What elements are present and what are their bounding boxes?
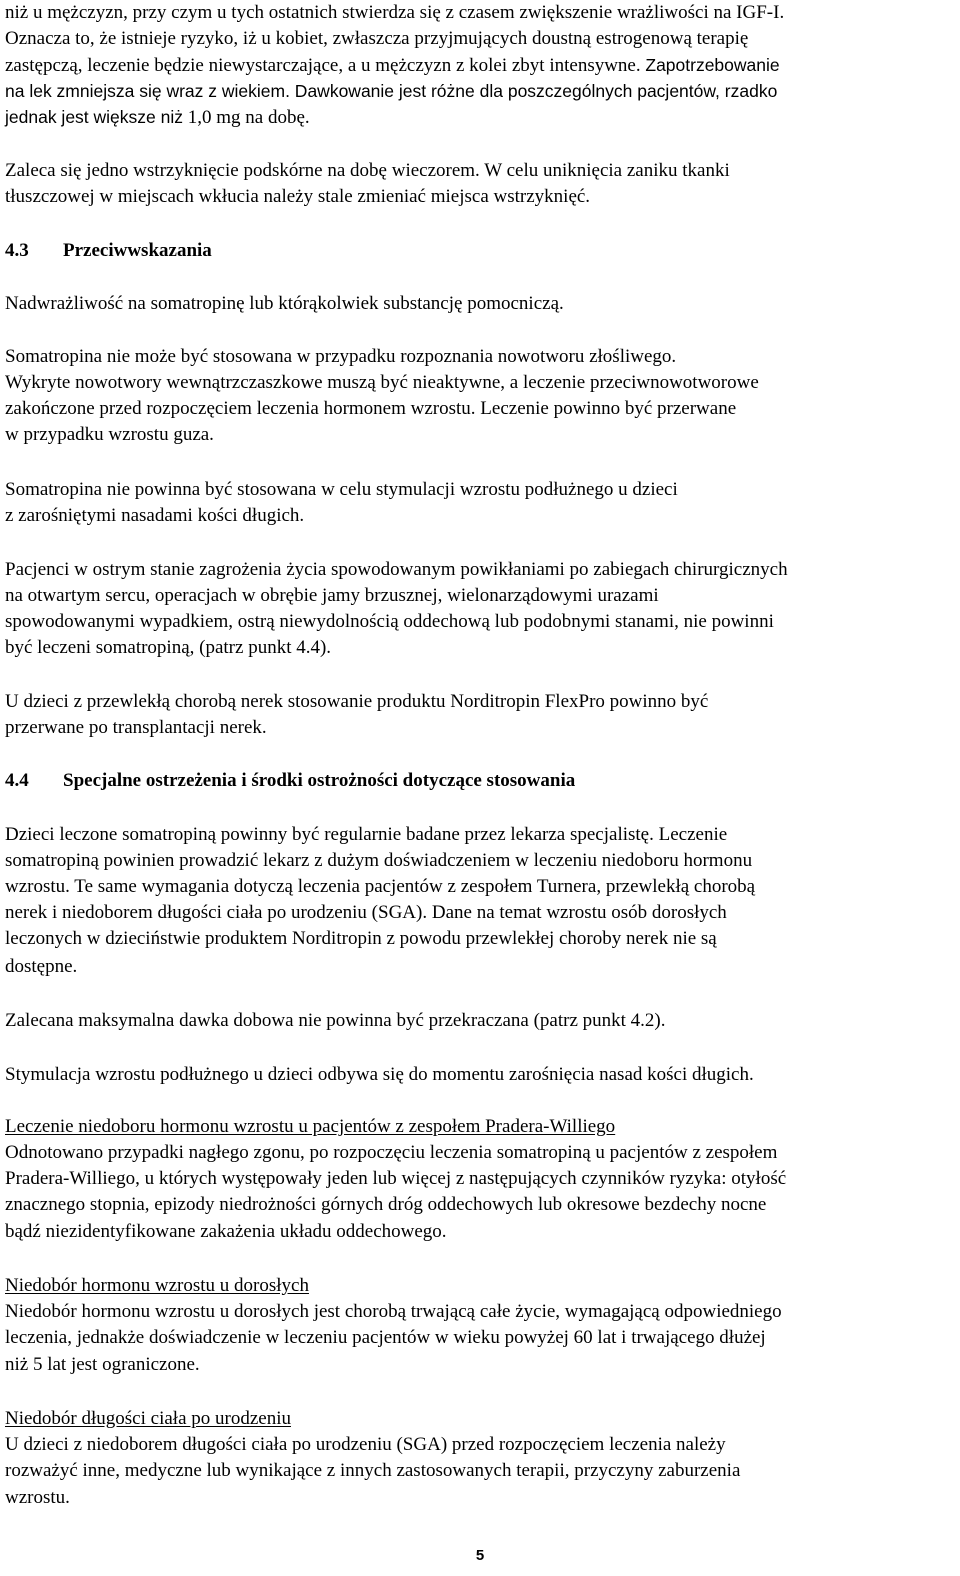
paragraph-line: zakończone przed rozpoczęciem leczenia hormonem wzrostu. Leczenie powinno być przerwane: [5, 398, 737, 419]
paragraph-line: tłuszczowej w miejscach wkłucia należy stale zmieniać miejsca wstrzyknięć.: [5, 186, 591, 207]
paragraph-line: [5, 52, 780, 79]
subsection-heading: Niedobór długości ciała po urodzeniu: [5, 1408, 291, 1429]
paragraph-line: dostępne.: [5, 956, 78, 977]
paragraph-line: somatropiną powinien prowadzić lekarz z dużym doświadczeniem w leczeniu niedoboru hormonu: [5, 850, 753, 871]
text-span: W celu uniknięcia zaniku tkanki: [484, 160, 730, 181]
paragraph-line: nerek i niedoborem długości ciała po urodzeniu (SGA). Dane na temat wzrostu osób dorosłych: [5, 902, 727, 923]
section-number: 4.3: [5, 240, 29, 261]
paragraph-line: na otwartym sercu, operacjach w obrębie jamy brzusznej, wielonarządowymi urazami: [5, 585, 659, 606]
paragraph-line: Somatropina nie powinna być stosowana w celu stymulacji wzrostu podłużnego u dzieci: [5, 479, 678, 500]
paragraph-line: U dzieci z niedoborem długości ciała po urodzeniu (SGA) przed rozpoczęciem leczenia należy: [5, 1434, 726, 1455]
text-span: zastępczą, leczenie będzie niewystarczające, a u mężczyzn z kolei zbyt intensywne.: [5, 55, 641, 76]
paragraph-line: Wykryte nowotwory wewnątrzczaszkowe muszą być nieaktywne, a leczenie przeciwnowotworowe: [5, 372, 759, 393]
paragraph-line: rozważyć inne, medyczne lub wynikające z innych zastosowanych terapii, przyczyny zaburzenia: [5, 1460, 741, 1481]
paragraph-line: [5, 158, 730, 184]
paragraph-line: być leczeni somatropiną, (patrz punkt 4.4).: [5, 637, 332, 658]
section-heading: [5, 238, 212, 264]
text-span: jednak jest większe niż: [5, 107, 183, 127]
text-span: 1,0 mg na dobę.: [187, 107, 310, 128]
subsection-heading: Leczenie niedoboru hormonu wzrostu u pacjentów z zespołem Pradera-Williego: [5, 1116, 616, 1137]
paragraph-line: U dzieci z przewlekłą chorobą nerek stosowanie produktu Norditropin FlexPro powinno być: [5, 691, 709, 712]
paragraph-line: Pacjenci w ostrym stanie zagrożenia życia spowodowanym powikłaniami po zabiegach chirurgicznych: [5, 559, 788, 580]
paragraph-line: wzrostu. Te same wymagania dotyczą leczenia pacjentów z zespołem Turnera, przewlekłą chorobą: [5, 876, 756, 897]
paragraph-line: Dzieci leczone somatropiną powinny być regularnie badane przez lekarza specjalistę. Leczenie: [5, 824, 728, 845]
paragraph-line: Pradera-Williego, u których występowały jeden lub więcej z następujących czynników ryzyka: otyłość: [5, 1168, 787, 1189]
paragraph-line: na lek zmniejsza się wraz z wiekiem. Dawkowanie jest różne dla poszczególnych pacjentów, rzadko: [5, 81, 778, 101]
paragraph-line: niż 5 lat jest ograniczone.: [5, 1354, 200, 1375]
paragraph-line: spowodowanymi wypadkiem, ostrą niewydolnością oddechową lub podobnymi stanami, nie powinni: [5, 611, 774, 632]
paragraph-line: [5, 104, 310, 131]
paragraph-line: niż u mężczyzn, przy czym u tych ostatnich stwierdza się z czasem zwiększenie wrażliwości na IGF-I.: [5, 2, 785, 23]
paragraph-line: leczonych w dzieciństwie produktem Norditropin z powodu przewlekłej choroby nerek nie są: [5, 928, 717, 949]
section-heading: [5, 768, 575, 794]
paragraph-line: leczenia, jednakże doświadczenie w leczeniu pacjentów w wieku powyżej 60 lat i trwającego dłużej: [5, 1327, 766, 1348]
paragraph-line: znacznego stopnia, epizody niedrożności górnych dróg oddechowych lub okresowe bezdechy nocne: [5, 1194, 767, 1215]
text-span: Zaleca się jedno wstrzyknięcie podskórne na dobę wieczorem.: [5, 160, 480, 181]
subsection-heading: Niedobór hormonu wzrostu u dorosłych: [5, 1275, 309, 1296]
section-title: Specjalne ostrzeżenia i środki ostrożności dotyczące stosowania: [63, 770, 576, 791]
paragraph-line: Niedobór hormonu wzrostu u dorosłych jest chorobą trwającą całe życie, wymagającą odpowiedniego: [5, 1301, 782, 1322]
paragraph-line: Nadwrażliwość na somatropinę lub którąkolwiek substancję pomocniczą.: [5, 293, 564, 314]
paragraph-line: z zarośniętymi nasadami kości długich.: [5, 505, 305, 526]
text-span: Zapotrzebowanie: [645, 55, 780, 75]
paragraph-line: Stymulacja wzrostu podłużnego u dzieci odbywa się do momentu zarośnięcia nasad kości długich.: [5, 1064, 754, 1085]
page-number: 5: [475, 1547, 485, 1564]
paragraph-line: Oznacza to, że istnieje ryzyko, iż u kobiet, zwłaszcza przyjmujących doustną estrogenową terapię: [5, 28, 749, 49]
section-number: 4.4: [5, 770, 29, 791]
paragraph-line: bądź niezidentyfikowane zakażenia układu oddechowego.: [5, 1221, 447, 1242]
paragraph-line: Odnotowano przypadki nagłego zgonu, po rozpoczęciu leczenia somatropiną u pacjentów z zespołem: [5, 1142, 778, 1163]
paragraph-line: Zalecana maksymalna dawka dobowa nie powinna być przekraczana (patrz punkt 4.2).: [5, 1010, 666, 1031]
section-title: Przeciwwskazania: [63, 240, 212, 261]
paragraph-line: Somatropina nie może być stosowana w przypadku rozpoznania nowotworu złośliwego.: [5, 346, 677, 367]
paragraph-line: wzrostu.: [5, 1487, 70, 1508]
paragraph-line: przerwane po transplantacji nerek.: [5, 717, 267, 738]
paragraph-line: w przypadku wzrostu guza.: [5, 424, 214, 445]
